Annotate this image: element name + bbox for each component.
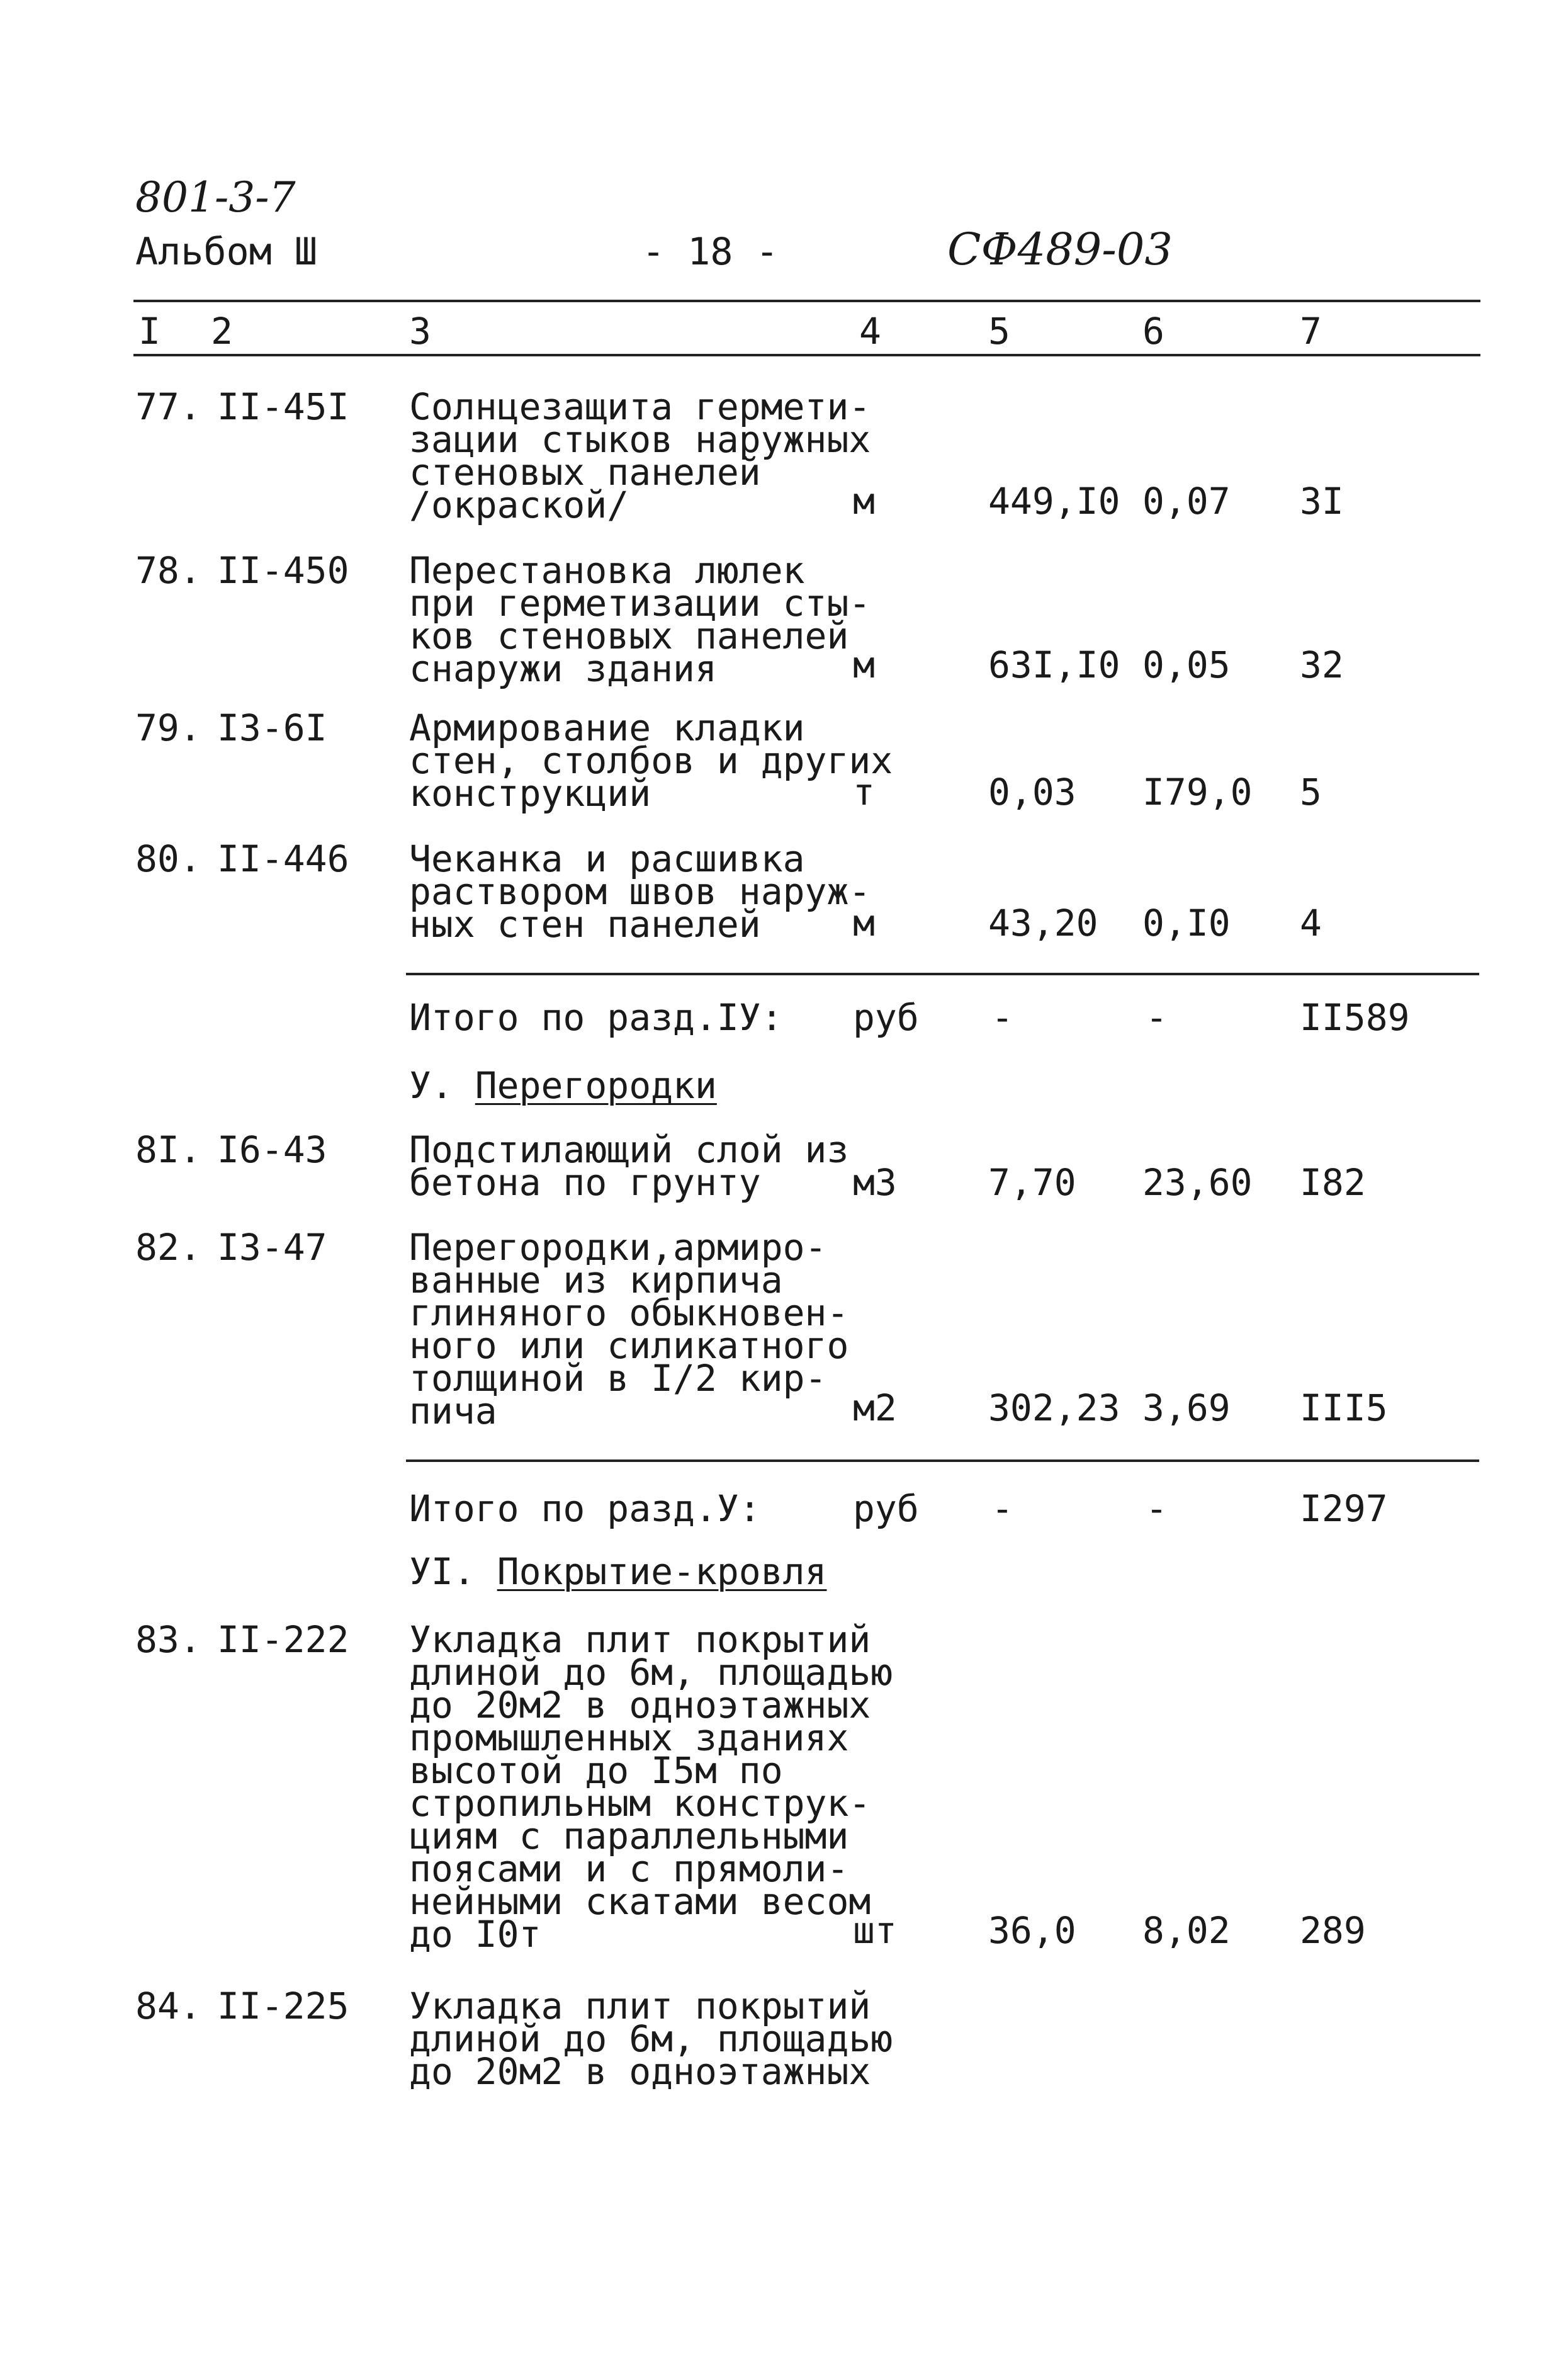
section-number: УI. — [409, 1550, 475, 1593]
row-total: I82 — [1300, 1161, 1366, 1204]
row-description: Солнцезащита гермети- зации стыков наружных стеновых панелей /окраской/ — [409, 385, 871, 526]
row-code: I3-6I — [217, 706, 327, 749]
section-heading — [409, 1064, 717, 1107]
section-total-unit: руб — [853, 996, 919, 1039]
row-quantity: 0,03 — [988, 771, 1076, 813]
section-total-unit: руб — [853, 1487, 919, 1530]
row-unit: м — [853, 643, 875, 686]
section-title: Покрытие-кровля — [497, 1550, 827, 1593]
document-stamp-handwritten: СФ489-03 — [947, 224, 1173, 275]
header-top-rule — [133, 300, 1480, 302]
section-total-quantity: - — [991, 1487, 1013, 1530]
page-number: - 18 - — [642, 230, 779, 274]
row-unit: м — [853, 480, 875, 523]
section-divider — [406, 1459, 1479, 1462]
row-description: Подстилающий слой из бетона по грунту — [409, 1128, 849, 1204]
row-total: 5 — [1300, 771, 1322, 813]
row-number: 82. — [135, 1226, 201, 1269]
row-number: 83. — [135, 1618, 201, 1661]
row-code: II-450 — [217, 549, 349, 592]
section-total-label: Итого по разд.IУ: — [409, 996, 783, 1039]
section-total-rate: - — [1146, 996, 1168, 1039]
row-code: I3-47 — [217, 1226, 327, 1269]
album-label: Альбом Ш — [135, 230, 317, 274]
column-header-7: 7 — [1300, 310, 1322, 353]
section-total-label: Итого по разд.У: — [409, 1487, 761, 1530]
row-description: Перестановка люлек при герметизации сты- ков стеновых панелей снаружи здания — [409, 549, 871, 690]
row-code: II-222 — [217, 1618, 349, 1661]
row-number: 77. — [135, 385, 201, 428]
row-description: Перегородки,армиро- ванные из кирпича глиняного обыкновен- ного или силикатного толщиной в I/2 кир- пича — [409, 1226, 849, 1432]
section-total-amount: II589 — [1300, 996, 1410, 1039]
row-rate: 23,60 — [1142, 1161, 1253, 1204]
document-code-handwritten: 801-3-7 — [135, 173, 296, 222]
row-number: 79. — [135, 706, 201, 749]
column-header-4: 4 — [859, 310, 881, 353]
section-total-amount: I297 — [1300, 1487, 1388, 1530]
row-unit: м — [853, 902, 875, 944]
row-description: Укладка плит покрытий длиной до 6м, площадью до 20м2 в одноэтажных промышленных зданиях высотой до I5м по стропильным конструк- циям с параллельными поясами и с прямоли- нейными скатами весом до I0т — [409, 1618, 893, 1956]
row-total: III5 — [1300, 1386, 1388, 1429]
row-description: Чеканка и расшивка раствором швов наруж- ных стен панелей — [409, 837, 871, 946]
row-rate: 0,I0 — [1142, 902, 1231, 944]
section-divider — [406, 973, 1479, 975]
section-number: У. — [409, 1064, 453, 1107]
row-number: 78. — [135, 549, 201, 592]
row-quantity: 36,0 — [988, 1909, 1076, 1952]
row-total: 3I — [1300, 480, 1344, 523]
row-rate: 3,69 — [1142, 1386, 1231, 1429]
column-header-6: 6 — [1142, 310, 1164, 353]
column-header-5: 5 — [988, 310, 1010, 353]
row-number: 80. — [135, 837, 201, 880]
row-rate: 0,07 — [1142, 480, 1231, 523]
row-rate: 0,05 — [1142, 643, 1231, 686]
row-total: 289 — [1300, 1909, 1366, 1952]
header-bottom-rule — [133, 354, 1480, 356]
row-quantity: 302,23 — [988, 1386, 1120, 1429]
row-quantity: 7,70 — [988, 1161, 1076, 1204]
row-number: 8I. — [135, 1128, 201, 1171]
row-description: Укладка плит покрытий длиной до 6м, площадью до 20м2 в одноэтажных — [409, 1985, 893, 2093]
section-total-quantity: - — [991, 996, 1013, 1039]
row-code: II-446 — [217, 837, 349, 880]
row-unit: шт — [853, 1909, 897, 1952]
column-header-1: I — [138, 310, 161, 353]
section-heading — [409, 1550, 827, 1593]
row-code: I6-43 — [217, 1128, 327, 1171]
row-description: Армирование кладки стен, столбов и других конструкций — [409, 706, 893, 815]
row-code: II-45I — [217, 385, 349, 428]
row-unit: м3 — [853, 1161, 897, 1204]
row-quantity: 63I,I0 — [988, 643, 1120, 686]
row-unit: м2 — [853, 1386, 897, 1429]
row-number: 84. — [135, 1985, 201, 2027]
section-title: Перегородки — [475, 1064, 717, 1107]
row-quantity: 43,20 — [988, 902, 1098, 944]
row-rate: I79,0 — [1142, 771, 1253, 813]
row-unit: т — [853, 771, 875, 813]
row-total: 32 — [1300, 643, 1344, 686]
column-header-2: 2 — [211, 310, 233, 353]
section-total-rate: - — [1146, 1487, 1168, 1530]
column-header-3: 3 — [409, 310, 431, 353]
row-code: II-225 — [217, 1985, 349, 2027]
row-rate: 8,02 — [1142, 1909, 1231, 1952]
row-total: 4 — [1300, 902, 1322, 944]
row-quantity: 449,I0 — [988, 480, 1120, 523]
